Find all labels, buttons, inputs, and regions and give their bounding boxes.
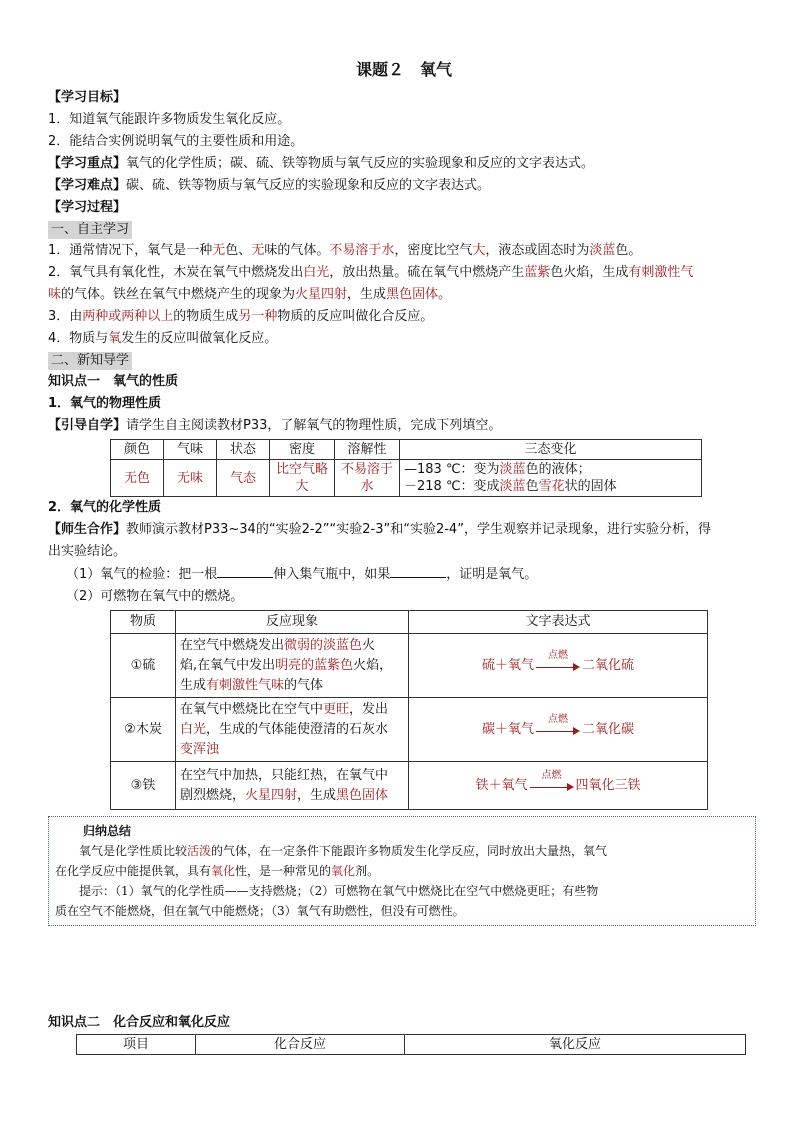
physical-properties-heading: 1．氧气的物理性质 — [48, 396, 162, 412]
self-study-line-2: 2．氧气具有氧化性，木炭在氧气中燃烧发出白光，放出热量。硫在氧气中燃烧产生蓝紫色火焰，生成有刺激性气 — [48, 265, 694, 281]
focus-label: 【学习重点】 — [48, 156, 127, 172]
table-row: 无色 无味 气态 比空气略大 不易溶于水 —183 ℃：变为淡蓝色的液体； －218 ℃：变成淡蓝色雪花状的固体 — [111, 460, 702, 497]
burning-heading: （2）可燃物在氧气中的燃烧。 — [66, 589, 244, 605]
document-page — [48, 58, 760, 1055]
summary-box — [48, 816, 756, 926]
phase-change-cell: —183 ℃：变为淡蓝色的液体； －218 ℃：变成淡蓝色雪花状的固体 — [400, 460, 702, 497]
section-heading-new-study: 二、新知导学 — [48, 352, 132, 370]
equation-cell: 铁＋氧气 点燃 四氧化三铁 — [409, 762, 708, 810]
knowledge-point-1: 知识点一 氧气的性质 — [48, 374, 179, 390]
chemical-properties-heading: 2．氧气的化学性质 — [48, 500, 162, 516]
coop-line-2: 出实验结论。 — [48, 544, 127, 560]
difficulty-label: 【学习难点】 — [48, 178, 127, 194]
section-heading-self-study: 一、自主学习 — [48, 221, 132, 239]
physical-properties-table — [110, 439, 702, 497]
summary-heading: 归纳总结 — [83, 824, 132, 839]
focus-line — [48, 153, 760, 175]
oxygen-check-line: （1）氧气的检验：把一根 伸入集气瓶中，如果 ，证明是氧气。 — [48, 563, 760, 586]
reaction-arrow-icon: 点燃 — [536, 723, 580, 737]
goals-heading: 【学习目标】 — [48, 90, 127, 106]
summary-tip: 提示：（1）氧气的化学性质——支持燃烧；（2）可燃物在氧气中燃烧比在空气中燃烧更旺；有些物 — [79, 884, 599, 899]
combustion-table — [110, 610, 708, 810]
self-study-line-5: 4．物质与氧发生的反应叫做氧化反应。 — [48, 331, 278, 347]
table-header-row: 项目 化合反应 氧化反应 — [77, 1035, 746, 1055]
page-title: 课题２ 氧气 — [355, 60, 452, 79]
process-heading: 【学习过程】 — [48, 200, 127, 216]
difficulty-line — [48, 175, 760, 197]
table-row: ①硫 在空气中燃烧发出微弱的淡蓝色火 焰,在氧气中发出明亮的蓝紫色火焰， 生成有刺激性气味的气体 硫＋氧气 点燃 二氧化硫 — [111, 634, 708, 698]
table-row: ②木炭 在氧气中燃烧比在空气中更旺，发出 白光，生成的气体能使澄清的石灰水 变浑浊 碳＋氧气 点燃 二氧化碳 — [111, 698, 708, 762]
table-header-row: 颜色 气味 状态 密度 溶解性 三态变化 — [111, 440, 702, 460]
reaction-comparison-table — [76, 1034, 746, 1055]
equation-cell: 碳＋氧气 点燃 二氧化碳 — [409, 698, 708, 762]
blank-input[interactable] — [390, 563, 446, 578]
coop-line: 【师生合作】教师演示教材P33~34的“实验2-2”“实验2-3”和“实验2-4”，学生观察并记录现象，进行实验分析，得 — [48, 522, 711, 538]
table-header-row: 物质 反应现象 文字表达式 — [111, 611, 708, 634]
difficulty-text: 碳、硫、铁等物质与氧气反应的实验现象和反应的文字表达式。 — [126, 178, 491, 194]
table-row: ③铁 在空气中加热，只能红热，在氧气中 剧烈燃烧，火星四射，生成黑色固体 铁＋氧气 点燃 四氧化三铁 — [111, 762, 708, 810]
goal-item: 1．知道氧气能跟许多物质发生氧化反应。 — [48, 112, 291, 128]
equation-cell: 硫＋氧气 点燃 二氧化硫 — [409, 634, 708, 698]
summary-tip: 质在空气不能燃烧，但在氧气中能燃烧；（3）氧气有助燃性，但没有可燃性。 — [55, 904, 465, 919]
goal-item: 2．能结合实例说明氧气的主要性质和用途。 — [48, 134, 304, 150]
summary-text: 氧气是化学性质比较活泼的气体，在一定条件下能跟许多物质发生化学反应，同时放出大量热，氧气 — [79, 844, 608, 859]
guide-line: 【引导自学】请学生自主阅读教材P33，了解氧气的物理性质，完成下列填空。 — [48, 418, 502, 434]
self-study-line-4: 3．由两种或两种以上的物质生成另一种物质的反应叫做化合反应。 — [48, 309, 434, 325]
self-study-line-1: 1．通常情况下，氧气是一种无色、无味的气体。不易溶于水，密度比空气大，液态或固态时为淡蓝色。 — [48, 243, 642, 259]
reaction-arrow-icon: 点燃 — [536, 659, 580, 673]
focus-text: 氧气的化学性质；碳、硫、铁等物质与氧气反应的实验现象和反应的文字表达式。 — [126, 156, 595, 172]
knowledge-point-2: 知识点二 化合反应和氧化反应 — [48, 1015, 231, 1031]
self-study-line-3: 味的气体。铁丝在氧气中燃烧产生的现象为火星四射，生成黑色固体。 — [48, 287, 452, 303]
summary-text: 在化学反应中能提供氧，具有氧化性，是一种常见的氧化剂。 — [55, 864, 380, 879]
blank-input[interactable] — [217, 563, 273, 578]
reaction-arrow-icon: 点燃 — [530, 779, 574, 793]
